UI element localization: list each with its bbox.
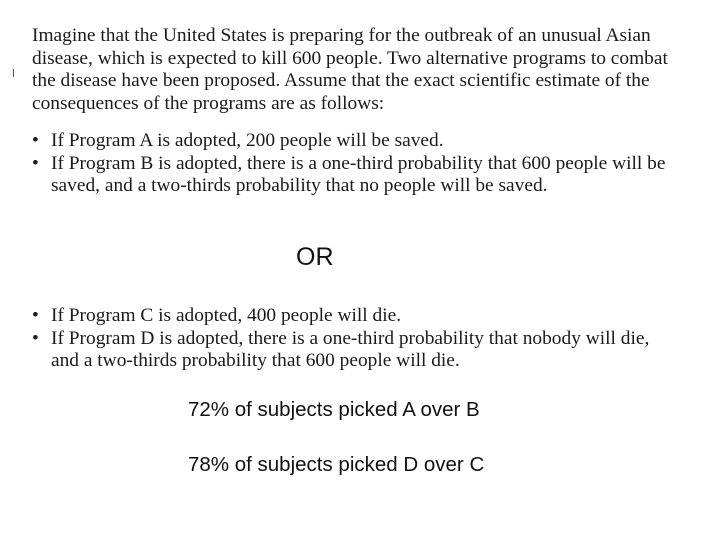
list-item-program-a — [32, 130, 708, 153]
intro-line: Imagine that the United States is preparing for the outbreak of an unusual Asian — [32, 25, 651, 46]
intro-paragraph — [32, 25, 708, 115]
intro-line: disease, which is expected to kill 600 people. Two alternative programs to combat — [32, 47, 668, 69]
list-item-program-d — [32, 328, 708, 373]
gain-frame-list — [32, 130, 708, 198]
intro-line: the disease have been proposed. Assume that the exact scientific estimate of the — [32, 70, 650, 92]
intro-line: consequences of the programs are as follows: — [32, 92, 385, 114]
program-b-text-line-1: If Program B is adopted, there is a one-third probability that 600 people will be — [51, 152, 666, 174]
bullet-icon: • — [32, 130, 39, 151]
margin-tick — [13, 69, 14, 77]
program-d-text-line-2: and a two-thirds probability that 600 people will die. — [51, 350, 460, 372]
list-item-program-c — [32, 305, 708, 328]
bullet-icon: • — [32, 152, 39, 174]
program-c-text: If Program C is adopted, 400 people will die. — [51, 305, 402, 326]
result-a-over-b: 72% of subjects picked A over B — [188, 398, 480, 421]
bullet-icon: • — [32, 327, 39, 349]
program-a-text: If Program A is adopted, 200 people will be saved. — [51, 130, 444, 151]
or-separator: OR — [296, 243, 334, 271]
list-item-program-b — [32, 153, 708, 198]
program-d-text-line-1: If Program D is adopted, there is a one-third probability that nobody will die, — [51, 327, 650, 349]
program-b-text-line-2: saved, and a two-thirds probability that no people will be saved. — [51, 175, 548, 197]
result-d-over-c: 78% of subjects picked D over C — [188, 453, 485, 476]
loss-frame-list — [32, 305, 708, 373]
bullet-icon: • — [32, 305, 39, 326]
